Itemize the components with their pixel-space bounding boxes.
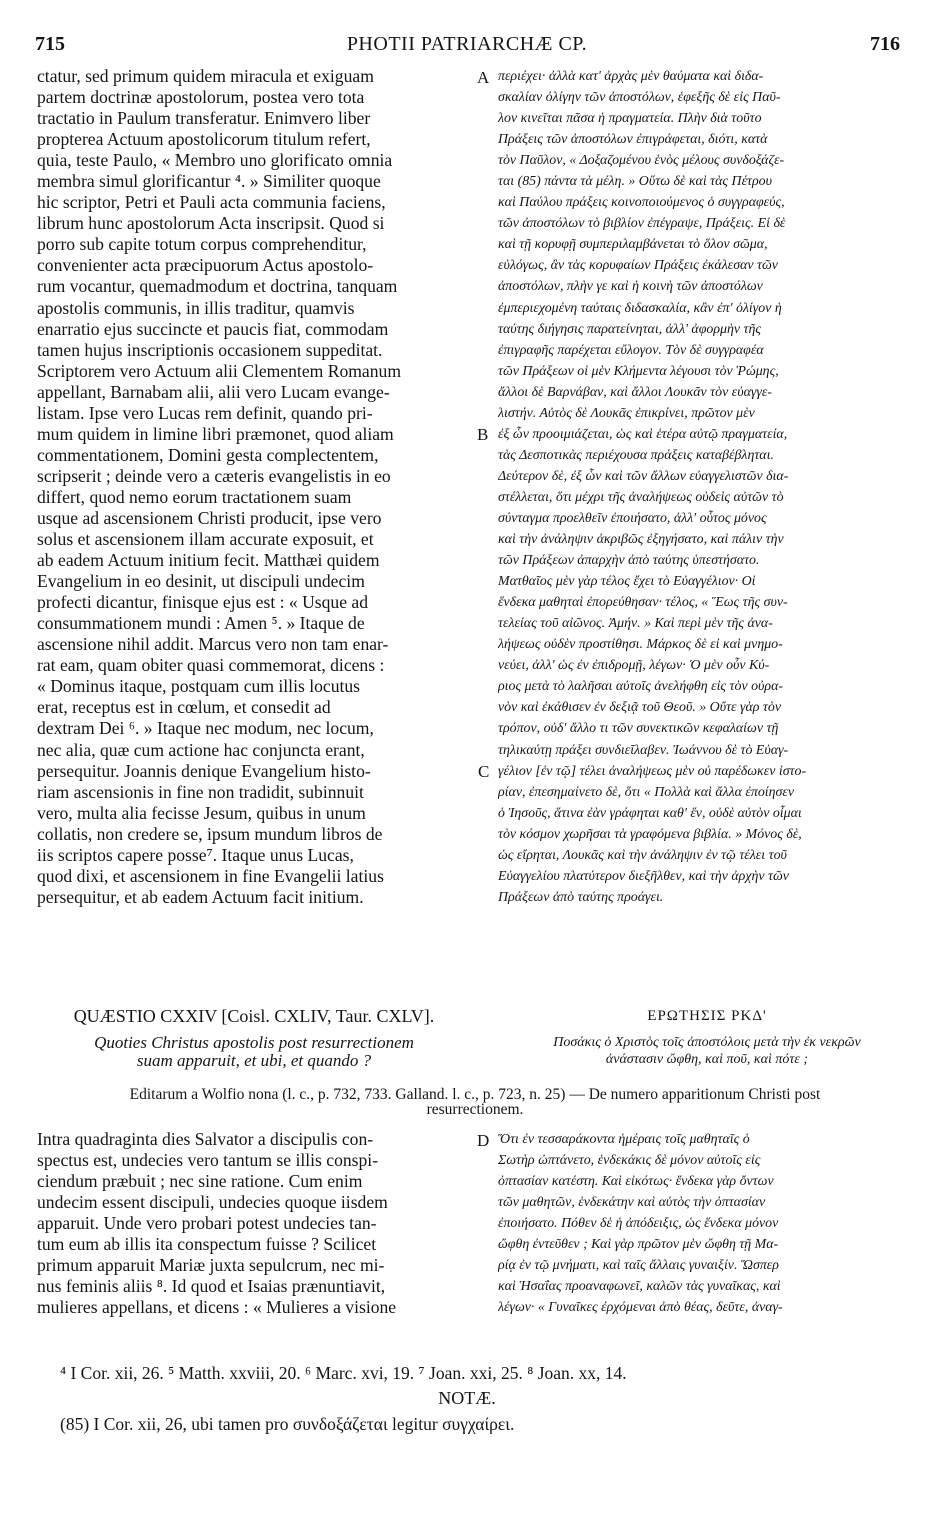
latin-text-line: Evangelium in eo desinit, ut discipuli undecim xyxy=(37,571,365,592)
latin-text-line: propterea Actuum apostolicorum titulum refert, xyxy=(37,129,371,150)
greek-text-line: περιέχει· ἀλλὰ κατ' ἀρχὰς μὲν θαύματα καὶ διδα- xyxy=(498,69,764,84)
latin-text-line: tum eum ab illis ita conspectum fuisse ? Scilicet xyxy=(37,1234,377,1255)
greek-text-line: λέγων· « Γυναῖκες ἐρχόμεναι ἀπὸ θέας, δεῦτε, ἀναγ- xyxy=(498,1300,783,1316)
latin-text-line: riam ascensionis in fine non tradidit, subinnuit xyxy=(37,781,364,802)
latin-text-line: convenienter acta præcipuorum Actus apostolo- xyxy=(37,255,374,276)
greek-text-line: ἕνδεκα μαθηταὶ ἐπορεύθησαν· τέλος, « Ἕως τῆς συν- xyxy=(498,595,788,611)
latin-text-line: nus feminis aliis ⁸. Id quod et Isaias prænuntiavit, xyxy=(37,1276,386,1297)
right-page-number: 716 xyxy=(870,33,900,55)
greek-text-top xyxy=(498,66,916,908)
greek-text-line: λήψεως οὐδὲν προστίθησι. Μάρκος δὲ εἰ καὶ μνημο- xyxy=(498,637,783,653)
margin-letter-a: A xyxy=(477,68,490,87)
greek-text-line: τῶν Πράξεων ἀπαρχὴν ἀπὸ ταύτης ὑπεστήσατο. xyxy=(498,553,760,569)
latin-text-line: Intra quadraginta dies Salvator a discipulis con- xyxy=(37,1129,374,1149)
greek-text-line: καὶ τὴν ἀνάληψιν ἀκριβῶς ἐξηγήσατο, καὶ πάλιν τὴν xyxy=(498,532,784,548)
latin-question-heading: QUÆSTIO CXXIV [Coisl. CXLIV, Taur. CXLV]. xyxy=(73,1006,435,1026)
greek-text-line: τῶν ἀποστόλων τὸ βιβλίον ἐπέγραψε, Πράξεις. Εἰ δὲ xyxy=(498,216,786,232)
greek-text-line: Ὅτι ἐν τεσσαράκοντα ἡμέραις τοῖς μαθηταῖς ὁ xyxy=(498,1132,750,1147)
greek-question-title-1: Ποσάκις ὁ Χριστὸς τοῖς ἀποστόλοις μετὰ τὴν ἐκ νεκρῶν xyxy=(553,1035,861,1050)
latin-text-line: dextram Dei ⁶. » Itaque nec modum, nec locum, xyxy=(37,718,374,739)
latin-text-line: tractatio in Paulum transferatur. Enimvero liber xyxy=(37,108,371,129)
latin-text-line: usque ad ascensionem Christi producit, ipse vero xyxy=(37,507,382,528)
greek-text-line: ται (85) πάντα τὰ μέλη. » Οὕτω δὲ καὶ τὰς Πέτρου xyxy=(498,174,773,190)
greek-text-line: τρόπον, οὐδ' ἄλλο τι τῶν συνεκτικῶν κεφαλαίων τῇ xyxy=(498,721,779,737)
latin-text-line: enarratio ejus succincte et paucis fiat, commodam xyxy=(37,318,389,339)
latin-text-line: commentationem, Domini gesta complectentem, xyxy=(37,444,379,465)
latin-text-line: persequitur. Joannis denique Evangelium histo- xyxy=(37,760,371,781)
latin-text-line: scripserit ; deinde vero a cæteris evangelistis in eo xyxy=(37,465,391,486)
latin-text-line: porro sub capite totum corpus comprehenditur, xyxy=(37,234,367,255)
latin-text-line: erat, receptus est in cœlum, et consedit ad xyxy=(37,697,331,718)
latin-text-line: tamen hujus inscriptionis occasionem suppeditat. xyxy=(37,339,383,360)
greek-text-line: καὶ Ἡσαΐας προαναφωνεῖ, καλῶν τὰς γυναῖκας, καὶ xyxy=(498,1279,781,1295)
greek-text-line: ταύτης διήγησις παρατείνηται, ἀλλ' ἀφορμὴν τῆς xyxy=(498,321,761,337)
latin-text-line: ciendum præbuit ; nec sine ratione. Cum enim xyxy=(37,1171,363,1192)
greek-text-line: ρίαν, ἐπεσημαίνετο δὲ, ὅτι « Πολλὰ καὶ ἄλλα ἐποίησεν xyxy=(498,784,795,800)
greek-text-line: λιστήν. Αὐτὸς δὲ Λουκᾶς ἐπικρίνει, πρῶτον μὲν xyxy=(498,405,755,421)
margin-letter-d: D xyxy=(477,1131,490,1150)
margin-letter-b: B xyxy=(477,425,489,444)
latin-text-line: profecti dicantur, finisque ejus est : « Usque ad xyxy=(37,592,369,613)
latin-text-line: librum hunc apostolorum Acta inscripsit. Quod si xyxy=(37,213,385,234)
latin-text-line: ascensione nihil addit. Marcus vero non tam enar- xyxy=(37,634,389,655)
latin-text-top xyxy=(37,66,471,908)
greek-text-line: ἐπιγραφῆς παρέχεται εὔλογον. Τὸν δὲ συγγραφέα xyxy=(498,342,764,358)
latin-text-line: apparuit. Unde vero probari potest undecies tan- xyxy=(37,1213,377,1234)
greek-text-line: τῶν μαθητῶν, ἑνδεκάτην καὶ αὐτὸς τὴν ὀπτασίαν xyxy=(498,1195,766,1211)
latin-text-line: quia, teste Paulo, « Membro uno glorificato omnia xyxy=(37,150,393,171)
notae-heading: NOTÆ. xyxy=(438,1388,496,1408)
greek-text-line: ἐποιήσατο. Πόθεν δὲ ἡ ἀπόδειξις, ὡς ἕνδεκα μόνον xyxy=(498,1216,779,1232)
greek-text-line: τῶν Πράξεων οἱ μὲν Κλήμεντα λέγουσι τὸν Ῥώμης, xyxy=(498,363,779,379)
running-title: PHOTII PATRIARCHÆ CP. xyxy=(346,33,588,55)
greek-text-line: Δεύτερον δὲ, ἐξ ὧν καὶ τῶν ἄλλων εὐαγγελιστῶν δια- xyxy=(498,468,789,484)
greek-text-line: Εὐαγγελίου πλατύτερον διεξῆλθεν, καὶ τὴν ἀρχὴν τῶν xyxy=(498,868,789,884)
latin-text-line: « Dominus itaque, postquam cum illis locutus xyxy=(37,676,361,697)
latin-text-line: listam. Ipse vero Lucas rem definit, quando pri- xyxy=(37,402,373,423)
greek-text-line: καὶ τῇ κορυφῇ συμπεριλαμβάνεται τὸ ὅλον σῶμα, xyxy=(498,237,768,253)
latin-text-line: partem doctrinæ apostolorum, postea vero tota xyxy=(37,87,365,108)
latin-text-line: appellant, Barnabam alii, alii vero Lucam evange- xyxy=(37,381,390,402)
greek-text-line: τὸν κόσμον χωρῆσαι τὰ γραφόμενα βιβλία. » Μόνος δὲ, xyxy=(498,826,802,842)
greek-text-line: νεύει, ἀλλ' ὡς ἐν ἐπιδρομῇ, λέγων· Ὁ μὲν οὖν Κύ- xyxy=(498,658,770,674)
latin-text-line: undecim essent discipuli, undecies quoque iisdem xyxy=(37,1192,388,1213)
greek-text-line: ἄλλοι δὲ Βαρνάβαν, καὶ ἄλλοι Λουκᾶν τὸν εὐαγγε- xyxy=(498,384,772,400)
greek-text-line: στέλλεται, ὅτι μέχρι τῆς ἀναλήψεως οὐδεὶς αὐτῶν τὸ xyxy=(498,489,784,505)
latin-text-line: nec alia, quæ cum actione hac conjuncta erant, xyxy=(37,739,365,760)
greek-text-line: νὸν καὶ ἐκάθισεν ἐν δεξιᾷ τοῦ Θεοῦ. » Οὔτε γὰρ τὸν xyxy=(498,700,781,716)
edition-note-line-2: resurrectionem. xyxy=(426,1101,524,1118)
greek-text-line: σκαλίαν ὀλίγην τῶν ἀποστόλων, ἑφεξῆς δὲ εἰς Παῦ- xyxy=(498,90,781,106)
latin-text-bottom xyxy=(37,1129,471,1318)
latin-text-line: collatis, non credere se, ipsum mundum libros de xyxy=(37,823,383,844)
latin-text-line: solus et ascensionem illam accurate exposuit, et xyxy=(37,529,374,550)
greek-question-heading: ΕΡΩΤΗΣΙΣ ΡΚΔ' xyxy=(647,1008,767,1024)
latin-question-title-1: Quoties Christus apostolis post resurrectionem xyxy=(94,1033,414,1052)
latin-text-line: quod dixi, et ascensionem in fine Evangelii latius xyxy=(37,865,384,886)
latin-text-line: membra simul glorificantur ⁴. » Similiter quoque xyxy=(37,171,381,192)
latin-text-line: differt, quod nemo eorum tractationem suam xyxy=(37,486,352,507)
greek-text-line: ἀποστόλων, πλὴν γε καὶ ἡ κοινὴ τῶν ἀποστόλων xyxy=(498,279,763,295)
greek-text-line: ἐξ ὧν προοιμιάζεται, ὡς καὶ ἑτέρα αὐτῷ πραγματεία, xyxy=(498,426,788,442)
greek-text-line: τελείας τοῦ αἰῶνος. Ἀμήν. » Καὶ περὶ μὲν τῆς ἀνα- xyxy=(498,616,773,632)
greek-text-bottom xyxy=(498,1129,916,1318)
greek-text-line: τηλικαύτῃ πράξει συνδιεῖλαβεν. Ἰωάννου δὲ τὸ Εὐαγ- xyxy=(498,742,789,758)
latin-text-line: mulieres appellans, et dicens : « Mulieres a visione xyxy=(37,1297,397,1318)
latin-text-line: mum quidem in limine libri præmonet, quod aliam xyxy=(37,423,394,444)
latin-text-line: vero, multa alia fecisse Jesum, quibus in unum xyxy=(37,802,366,823)
greek-text-line: τὸν Παῦλον, « Δοξαζομένου ἑνὸς μέλους συνδοξάζε- xyxy=(498,153,785,169)
latin-text-line: apostolis communis, in illis traditur, quamvis xyxy=(37,297,355,318)
latin-text-line: rum vocantur, quemadmodum et doctrina, tanquam xyxy=(37,276,398,297)
greek-text-line: εὐλόγως, ἂν τὰς κορυφαίων Πράξεις ἐκάλεσαν τῶν xyxy=(498,258,778,274)
notae-text: (85) I Cor. xii, 26, ubi tamen pro συνδοξάζεται legitur συγχαίρει. xyxy=(60,1414,515,1434)
latin-text-line: primum apparuit Mariæ juxta sepulcrum, nec mi- xyxy=(37,1255,385,1276)
latin-text-line: iis scriptos capere posse⁷. Itaque unus Lucas, xyxy=(37,844,354,865)
latin-text-line: Scriptorem vero Actuum alii Clementem Romanum xyxy=(37,360,402,381)
margin-letter-c: C xyxy=(478,762,490,781)
greek-text-line: ὀπτασίαν κατέστη. Καὶ εἰκότως· ἕνδεκα γὰρ ὄντων xyxy=(498,1174,774,1190)
greek-text-line: τὰς Δεσποτικὰς περιέχουσα πράξεις καταβέβληται. xyxy=(498,447,774,463)
greek-text-line: γέλιον [ἐν τῷ] τέλει ἀναλήψεως μὲν οὐ παρέδωκεν ἱστο- xyxy=(498,763,807,779)
latin-text-line: ab eadem Actuum initium fecit. Matthæi quidem xyxy=(37,550,380,571)
greek-text-line: Πράξεις τῶν ἀποστόλων ἐπιγράφεται, διότι, κατὰ xyxy=(498,132,768,148)
greek-text-line: Σωτὴρ ὠπτάνετο, ἑνδεκάκις δὲ μόνον αὐτοῖς εἰς xyxy=(498,1153,761,1169)
latin-question-title-2: suam apparuit, et ubi, et quando ? xyxy=(136,1051,372,1070)
greek-text-line: ὤφθη ἐντεῦθεν ; Καὶ γὰρ πρῶτον μὲν ὤφθη τῇ Μα- xyxy=(498,1237,779,1253)
latin-text-line: spectus est, undecies vero tantum se illis conspi- xyxy=(37,1150,379,1171)
greek-text-line: σύνταγμα προελθεῖν ἐποιήσατο, ἀλλ' οὗτος μόνος xyxy=(498,510,767,526)
greek-text-line: ὡς εἴρηται, Λουκᾶς καὶ τὴν ἀνάληψιν ἐν τῷ τέλει τοῦ xyxy=(498,847,787,863)
greek-text-line: ἐμπεριεχομένη ταύταις διδασκαλία, κἂν ἐπ' ὀλίγον ἡ xyxy=(498,300,782,316)
latin-text-line: hic scriptor, Petri et Pauli acta communia faciens, xyxy=(37,192,386,213)
greek-text-line: λον κινεῖται πᾶσα ἡ πραγματεία. Πλὴν διὰ τοῦτο xyxy=(498,111,762,127)
latin-text-line: rat eam, quam obiter quasi commemorat, dicens : xyxy=(37,655,385,676)
latin-text-line: ctatur, sed primum quidem miracula et exiguam xyxy=(37,66,374,86)
latin-text-line: consummationem mundi : Amen ⁵. » Itaque de xyxy=(37,613,365,634)
greek-text-line: ριος μετὰ τὸ λαλῆσαι αὐτοῖς ἀνελήφθη εἰς τὸν οὐρα- xyxy=(498,679,784,695)
left-page-number: 715 xyxy=(35,33,65,55)
greek-text-line: καὶ Παύλου πράξεις κοινοποιούμενος ὁ συγγραφεύς, xyxy=(498,195,785,211)
footnotes: ⁴ I Cor. xii, 26. ⁵ Matth. xxviii, 20. ⁶ Marc. xvi, 19. ⁷ Joan. xxi, 25. ⁸ Joan. xx, 14. xyxy=(60,1363,627,1383)
edition-note-line-1: Editarum a Wolfio nona (l. c., p. 732, 733. Galland. l. c., p. 723, n. 25) — De numero apparitionum Christi post xyxy=(129,1086,821,1103)
greek-text-line: Πράξεων ἀπὸ ταύτης προάγει. xyxy=(498,889,664,905)
greek-text-line: ὁ Ἰησοῦς, ἅτινα ἐὰν γράφηται καθ' ἕν, οὐδὲ αὐτὸν οἶμαι xyxy=(498,805,802,821)
greek-text-line: ρίᾳ ἐν τῷ μνήματι, καὶ ταῖς ἄλλαις γυναιξίν. Ὥσπερ xyxy=(498,1258,779,1274)
greek-question-title-2: ἀνάστασιν ὤφθη, καὶ ποῦ, καὶ πότε ; xyxy=(605,1052,809,1067)
latin-text-line: persequitur, et ab eadem Actuum facit initium. xyxy=(37,886,364,907)
greek-text-line: Ματθαῖος μὲν γὰρ τέλος ἔχει τὸ Εὐαγγέλιον· Οἱ xyxy=(498,574,756,590)
